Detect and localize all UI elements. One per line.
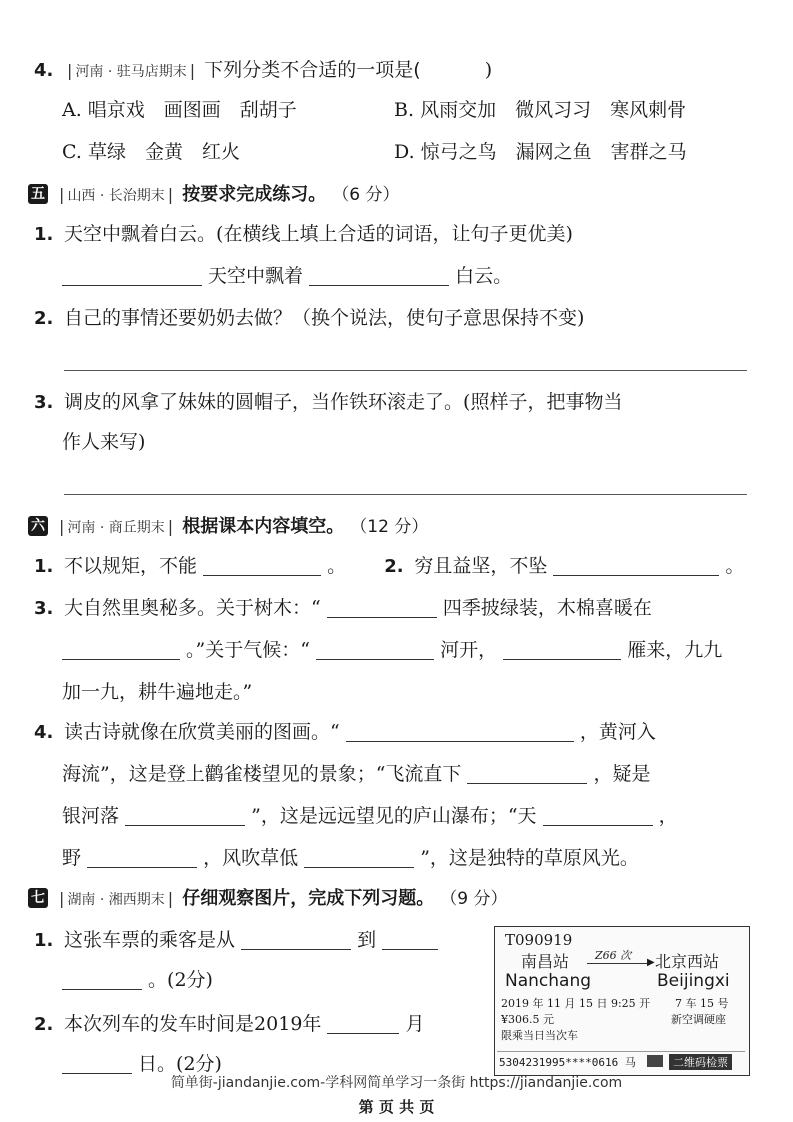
sec5-title: 按要求完成练习。 [182,184,327,205]
sec6-q4-text-i: ，风吹草低 [203,847,299,869]
sec7-q1-text-b: 到 [357,929,377,951]
answer-blank[interactable] [62,1053,132,1074]
sec6-q4-text-b: ，黄河入 [579,721,656,743]
answer-blank[interactable] [346,721,574,742]
ticket-price: ¥306.5 元 [501,1013,554,1026]
ticket-datetime: 2019 年 11 月 15 日 9:25 开 [501,997,651,1010]
answer-blank[interactable] [62,969,142,990]
sec5-header: 五 | 山西 · 长治期末 | 按要求完成练习。 （6 分） [28,180,759,210]
sec6-q3-text-a: 大自然里奥秘多。关于树木：“ [64,597,321,619]
ticket-serial: 5304231995****0616 马 [499,1056,636,1069]
sec7-q1-text-a: 这张车票的乘客是从 [64,929,236,951]
ticket-seat: 7 车 15 号 [675,997,729,1010]
q4-option-b[interactable]: B. 风雨交加 微风习习 寒风刺骨 [394,99,687,121]
ticket-qr-label: 二维码检票 [669,1054,732,1070]
q4-number: 4. [34,60,54,81]
sec5-q3 [34,388,759,417]
ticket-arrow [587,963,651,964]
q4-close: ) [484,59,493,81]
q4-option-d[interactable]: D. 惊弓之鸟 漏网之鱼 害群之马 [394,141,687,163]
sec5-q2-number: 2. [34,308,54,329]
sec5-q2-text: 自己的事情还要奶奶去做？（换个说法，使句子意思保持不变) [64,307,585,329]
answer-blank[interactable] [62,639,180,660]
sec5-q1 [34,220,759,249]
sec5-score: （6 分） [332,185,400,205]
ticket-note: 限乘当日当次车 [501,1029,578,1042]
ticket-id: T090919 [505,931,573,949]
sec6-badge: 六 [28,516,48,536]
train-ticket-image [494,926,750,1076]
sec6-q4-text-j: ”，这是独特的草原风光。 [420,847,639,869]
q4-option-c[interactable]: C. 草绿 金黄 红火 [62,141,240,163]
answer-blank[interactable] [327,1013,399,1034]
sec5-q1-text: 天空中飘着白云。(在横线上填上合适的词语，让句子更优美) [64,223,573,245]
q4-source: 河南 · 驻马店期末 [75,64,187,80]
sec6-source: 河南 · 商丘期末 [67,520,165,536]
answer-blank[interactable] [87,847,197,868]
sec6-title: 根据课本内容填空。 [182,516,345,537]
answer-blank[interactable] [62,265,202,286]
sec5-q2-answer-line[interactable] [64,370,747,371]
page-number: 第 页 共 页 [358,1098,435,1116]
ticket-train-number: Z66 次 [595,949,632,962]
sec5-q3-text: 调皮的风拿了妹妹的圆帽子，当作铁环滚走了。(照样子，把事物当 [64,391,623,413]
sec6-q2-text: 穷且益坚，不坠 [414,555,548,577]
sec5-source: 山西 · 长治期末 [67,188,165,204]
sec6-q3-text-d: 河开， [440,639,498,661]
sec7-q2-text-a: 本次列车的发车时间是2019年 [64,1013,322,1035]
sec7-q2-number: 2. [34,1014,54,1035]
sec7-q1-text-c: 。(2分) [148,969,213,991]
sec6-q4-text-h: 野 [62,847,82,869]
sec6-q4 [34,718,759,747]
sec5-q3-text-2: 作人来写) [62,431,146,453]
sec7-score: （9 分） [440,889,508,909]
q4-header: 4. | 河南 · 驻马店期末 | 下列分类不合适的一项是( ) [34,56,759,86]
sec6-q4-text-d: ，疑是 [593,763,651,785]
sec5-q1-end: 白云。 [455,265,513,287]
sec5-q3-cont [62,428,759,456]
sec6-q1-end: 。 [327,555,347,577]
qr-code-icon [647,1055,663,1067]
sec7-q1-line2 [62,966,493,994]
sec6-q4-text-c: 海流”，这是登上鹳雀楼望见的景象；“飞流直下 [62,763,462,785]
answer-blank[interactable] [382,929,438,950]
sec5-q3-answer-line[interactable] [64,494,747,495]
ticket-bottom-strip [497,1051,745,1070]
sec6-q3-number: 3. [34,598,54,619]
sec7-badge: 七 [28,888,48,908]
ticket-from-en: Nanchang [505,971,592,991]
q4-option-a[interactable]: A. 唱京戏 画图画 刮胡子 [62,99,297,121]
sec7-q2-text-b: 月 [405,1013,425,1035]
sec6-q3-text-c: 。”关于气候：“ [186,639,310,661]
ticket-from-cn: 南昌站 [521,952,570,971]
sec6-q3 [34,594,759,623]
q4-options-row-2 [62,138,759,166]
answer-blank[interactable] [309,265,449,286]
sec7-q2 [34,1010,493,1039]
ticket-class: 新空调硬座 [671,1013,726,1026]
sec6-q4-number: 4. [34,722,54,743]
answer-blank[interactable] [241,929,351,950]
sec6-q4-line4 [62,844,759,872]
answer-blank[interactable] [125,805,245,826]
sec6-q4-text-e: 银河落 [62,805,120,827]
sec5-q1-mid: 天空中飘着 [208,265,304,287]
sec7-q1-number: 1. [34,930,54,951]
sec6-q4-text-a: 读古诗就像在欣赏美丽的图画。“ [64,721,340,743]
answer-blank[interactable] [304,847,414,868]
sec6-q3-text-e: 雁来，九九 [627,639,723,661]
sec7-q2-text-c: 日。(2分) [138,1053,222,1075]
sec6-q3-line2 [62,636,759,664]
sec7-q1 [34,926,493,955]
watermark: 简单街-jiandanjie.com-学科网简单学习一条街 https://jiandanjie.com [170,1075,623,1091]
sec7-source: 湖南 · 湘西期末 [67,892,165,908]
sec6-score: （12 分） [350,517,429,537]
answer-blank[interactable] [503,639,621,660]
sec6-q3-text-f: 加一九，耕牛遍地走。” [62,681,253,703]
sec6-q4-text-f: ”，这是远远望见的庐山瀑布；“天 [251,805,537,827]
answer-blank[interactable] [327,597,437,618]
sec6-q1-number: 1. [34,556,54,577]
sec6-q3-text-b: 四季披绿装，木棉喜暖在 [442,597,652,619]
q4-title: 下列分类不合适的一项是( [204,59,421,81]
sec5-q1-fill [62,262,759,290]
q4-options-row-1 [62,96,759,124]
sec6-q4-line2 [62,760,759,788]
ticket-to-cn: 北京西站 [655,952,720,971]
arrow-right-icon: ▶ [647,957,655,968]
sec5-q3-number: 3. [34,392,54,413]
sec5-badge: 五 [28,184,48,204]
answer-blank[interactable] [553,555,719,576]
ticket-to-en: Beijingxi [657,971,730,991]
sec5-q1-number: 1. [34,224,54,245]
sec6-q1-q2 [34,552,759,581]
answer-blank[interactable] [467,763,587,784]
sec6-q3-line3 [62,678,759,706]
sec5-q2 [34,304,759,333]
sec6-header: 六 | 河南 · 商丘期末 | 根据课本内容填空。 （12 分） [28,512,759,542]
sec6-q1-text: 不以规矩，不能 [64,555,198,577]
answer-blank[interactable] [316,639,434,660]
sec7-title: 仔细观察图片，完成下列习题。 [182,888,435,909]
sec6-q4-line3 [62,802,759,830]
sec7-header: 七 | 湖南 · 湘西期末 | 仔细观察图片，完成下列习题。 （9 分） [28,884,759,914]
answer-blank[interactable] [203,555,321,576]
sec6-q2-number: 2. [384,556,404,577]
answer-blank[interactable] [543,805,653,826]
sec6-q2-end: 。 [725,555,745,577]
sec6-q4-text-g: ， [658,805,678,827]
